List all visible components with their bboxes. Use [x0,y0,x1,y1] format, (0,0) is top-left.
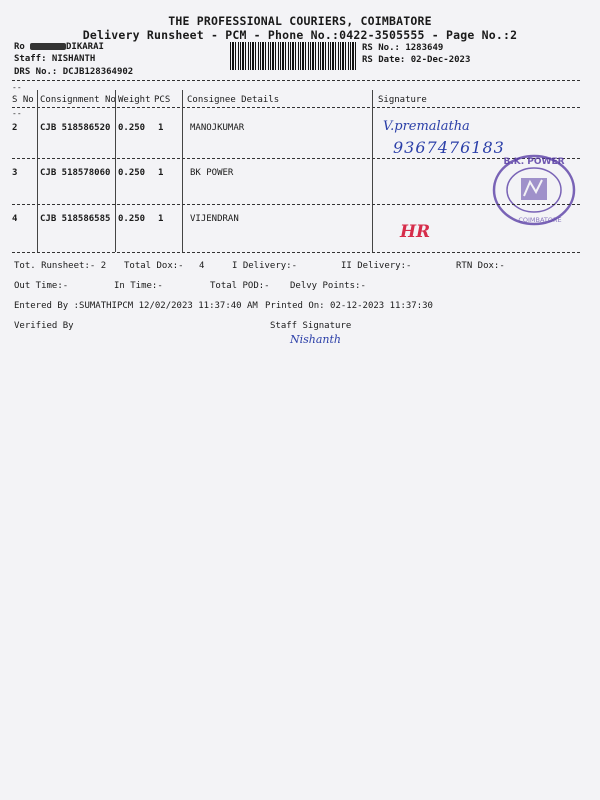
row-weight: 0.250 [118,214,146,224]
barcode-image [230,42,356,70]
row-consignment: CJB 518586520 [40,123,111,133]
row-consignment: CJB 518586585 [40,214,111,224]
row-sno: 3 [12,168,18,178]
verified-by: Verified By [14,321,74,331]
tot-runsheet: Tot. Runsheet:- 2 [14,261,107,271]
col-divider [182,90,183,252]
company-stamp [488,150,584,236]
handwritten-name: V.premalatha [383,119,470,134]
col-header-signature: Signature [378,95,427,105]
col-header-sno: S No [12,95,34,105]
col-header-weight: Weight [118,95,151,105]
route-suffix: DIKARAI [66,42,104,52]
table-top-rule [12,80,580,81]
route-prefix: Ro [14,42,25,52]
row-consignee: VIJENDRAN [190,214,239,224]
total-dox: Total Dox:- [124,261,184,271]
drs-number: DRS No.: DCJB128364902 [14,67,134,77]
dash-marker-2: -- [12,109,22,118]
printed-on: Printed On: 02-12-2023 11:37:30 [265,301,433,311]
row-sno: 2 [12,123,18,133]
runsheet-subtitle: Delivery Runsheet - PCM - Phone No.:0422-3505555 - Page No.:2 [82,28,518,42]
staff-signature: Nishanth [290,333,342,346]
ii-delivery: II Delivery:- [341,261,412,271]
handwritten-phone: 9367476183 [393,138,505,157]
header-bottom-rule [12,107,580,108]
row-pcs: 1 [158,123,164,133]
entered-by: Entered By :SUMATHIPCM 12/02/2023 11:37:40 AM [14,301,258,311]
total-dox-value: 4 [199,261,205,271]
row-consignment: CJB 518578060 [40,168,111,178]
row-weight: 0.250 [118,168,146,178]
handwritten-initials: HR [400,222,431,242]
row-weight: 0.250 [118,123,146,133]
col-divider [372,90,373,252]
company-title: THE PROFESSIONAL COURIERS, COIMBATORE [168,14,432,28]
staff-signature-label: Staff Signature [270,321,352,331]
in-time: In Time:- [114,281,163,291]
total-pod: Total POD:- [210,281,270,291]
row-sno: 4 [12,214,18,224]
delvy-points: Delvy Points:- [290,281,366,291]
row-consignee: BK POWER [190,168,234,178]
col-header-consignee: Consignee Details [187,95,280,105]
col-header-pcs: PCS [154,95,171,105]
stamp-text: B.K. POWER [503,157,565,167]
table-bottom-rule [12,252,580,253]
redaction-mark [30,43,66,50]
col-header-consignment: Consignment No [40,95,116,105]
rs-number: RS No.: 1283649 [362,43,444,53]
rs-date: RS Date: 02-Dec-2023 [362,55,471,65]
col-divider [37,90,38,252]
rtn-dox: RTN Dox:- [456,261,505,271]
stamp-subtext: COIMBATORE [518,216,562,224]
i-delivery: I Delivery:- [232,261,298,271]
dash-marker: -- [12,83,22,92]
row-consignee: MANOJKUMAR [190,123,245,133]
col-divider [115,90,116,252]
staff-label: Staff: NISHANTH [14,54,96,64]
row-pcs: 1 [158,168,164,178]
out-time: Out Time:- [14,281,69,291]
row-rule [12,204,580,205]
row-pcs: 1 [158,214,164,224]
